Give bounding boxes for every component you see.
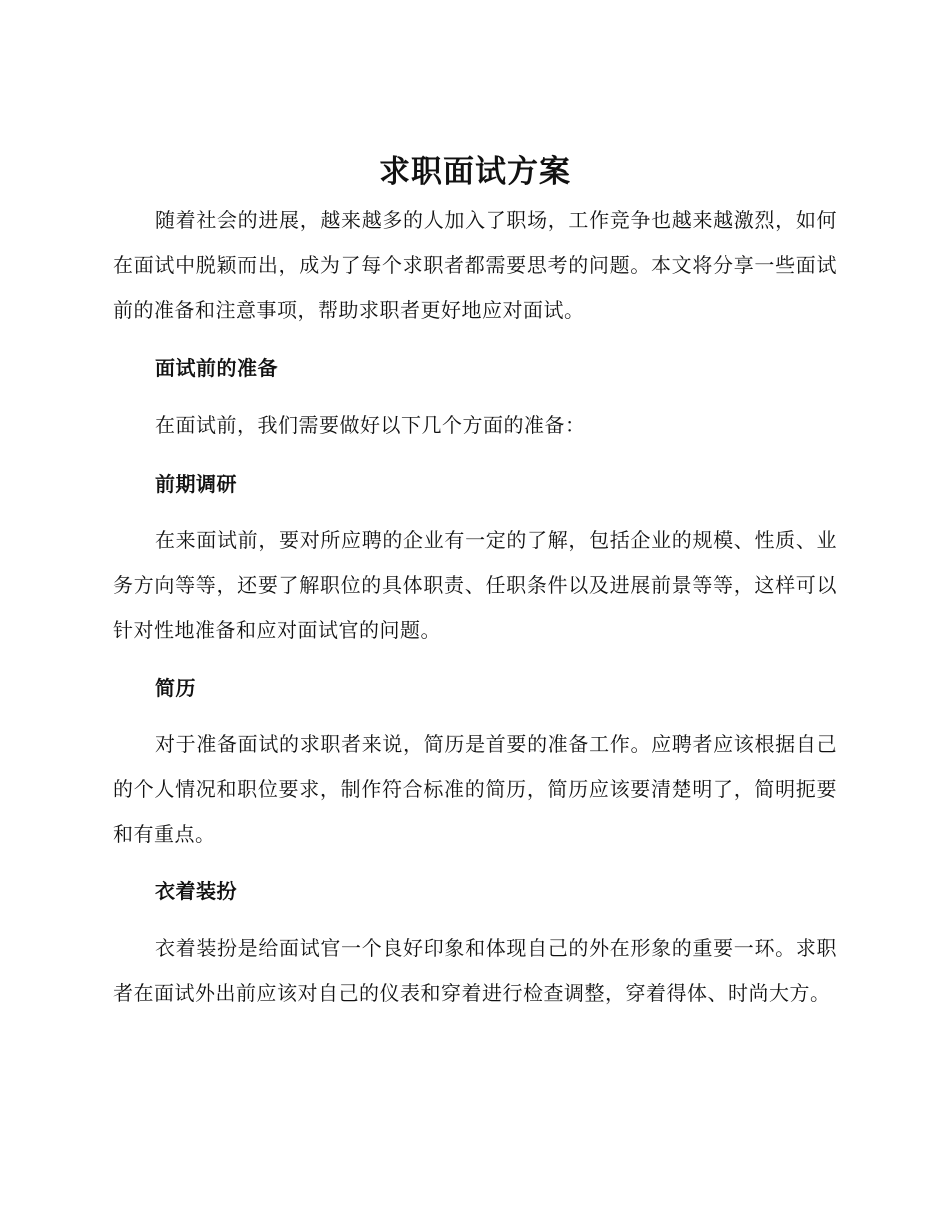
subsection-heading-research: 前期调研: [155, 472, 237, 496]
page-title: 求职面试方案: [379, 154, 571, 190]
subsection-heading-attire: 衣着装扮: [155, 879, 237, 903]
subsection-heading-resume: 简历: [155, 676, 196, 700]
subsection-body-attire: 衣着装扮是给面试官一个良好印象和体现自己的外在形象的重要一环。求职者在面试外出前应该对自己的仪表和穿着进行检查调整，穿着得体、时尚大方。: [113, 936, 837, 1005]
section-heading-preparation: 面试前的准备: [155, 356, 278, 380]
subsection-body-research: 在来面试前，要对所应聘的企业有一定的了解，包括企业的规模、性质、业务方向等等，还要了解职位的具体职责、任职条件以及进展前景等等，这样可以针对性地准备和应对面试官的问题。: [113, 528, 837, 642]
intro-paragraph: 随着社会的进展，越来越多的人加入了职场，工作竞争也越来越激烈，如何在面试中脱颖而出，成为了每个求职者都需要思考的问题。本文将分享一些面试前的准备和注意事项，帮助求职者更好地应对面试。: [113, 208, 837, 322]
section-intro-paragraph: 在面试前，我们需要做好以下几个方面的准备：: [155, 413, 586, 437]
subsection-body-resume: 对于准备面试的求职者来说，简历是首要的准备工作。应聘者应该根据自己的个人情况和职位要求，制作符合标准的简历，简历应该要清楚明了，简明扼要和有重点。: [113, 732, 837, 846]
